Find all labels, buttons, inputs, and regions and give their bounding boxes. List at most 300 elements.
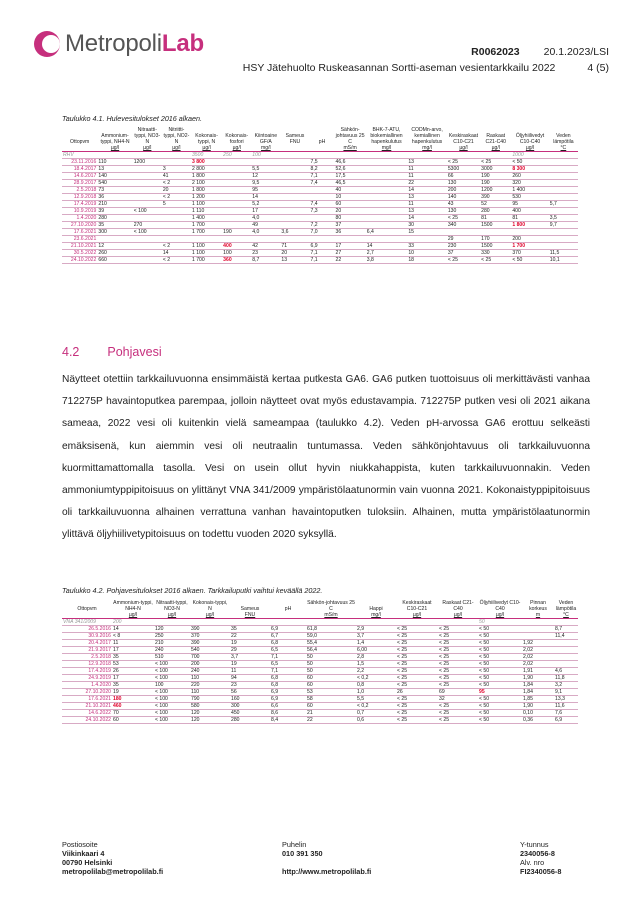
table-cell: 170 (480, 236, 511, 243)
table-cell (222, 187, 251, 194)
table-cell: 7,4 (310, 201, 335, 208)
project-title: HSY Jätehuolto Ruskeasannan Sortti-aseman vesientarkkailu 2022 (242, 62, 556, 74)
table-cell: 46,5 (335, 180, 366, 187)
table-cell: 6,00 (356, 647, 396, 654)
table-row (62, 668, 578, 675)
table-cell: 60 (306, 682, 356, 689)
table-cell: 230 (447, 243, 480, 250)
table-cell: 11,4 (554, 633, 578, 640)
table-cell: 1500 (480, 222, 511, 229)
table-cell: 60 (306, 675, 356, 682)
sample-date: 1.4.2020 (62, 215, 97, 222)
table-cell: 390 (480, 194, 511, 201)
table-cell: 7,5 (310, 159, 335, 166)
limit-cell (522, 619, 554, 626)
table-cell: 340 (447, 222, 480, 229)
column-unit: °C (549, 145, 578, 152)
table-cell: 8,7 (251, 257, 280, 264)
column-header: Nitraatti-typpi, NO3-N (134, 127, 161, 145)
table-cell: 8,2 (310, 166, 335, 173)
table-cell: 8,6 (270, 710, 306, 717)
sample-date: 14.6.2022 (62, 710, 112, 717)
column-unit: µg/l (478, 612, 522, 619)
table-cell: 3,2 (554, 682, 578, 689)
table-cell: 11,8 (554, 675, 578, 682)
table-cell (554, 640, 578, 647)
table-cell (280, 208, 309, 215)
column-unit: µg/l (133, 145, 162, 152)
table-cell: 320 (511, 180, 548, 187)
sample-date: 2.5.2018 (62, 654, 112, 661)
table-cell: 69 (438, 689, 478, 696)
table-cell: 56,4 (306, 647, 356, 654)
sample-date: 18.4.2017 (62, 166, 97, 173)
table-cell: 200 (511, 236, 548, 243)
table-cell: 55,4 (306, 640, 356, 647)
table-cell: 2,02 (522, 647, 554, 654)
table-cell: 56 (230, 689, 270, 696)
table-cell: 190 (222, 229, 251, 236)
table-cell: 4,6 (554, 668, 578, 675)
table-cell: < 100 (154, 696, 190, 703)
table-cell: 0,10 (522, 710, 554, 717)
table-row (62, 208, 578, 215)
table-cell: 2,2 (356, 668, 396, 675)
table-cell: 22 (230, 633, 270, 640)
table-cell: 1 100 (191, 201, 222, 208)
table-cell: 40 (335, 187, 366, 194)
table-cell: 29 (447, 236, 480, 243)
table-cell: < 100 (154, 675, 190, 682)
table-cell (222, 166, 251, 173)
table-cell: 6,9 (270, 626, 306, 633)
section-heading (62, 345, 162, 359)
column-unit: µg/l (438, 612, 478, 619)
column-unit: mg/l (366, 145, 408, 152)
table-cell: 390 (190, 640, 230, 647)
table-cell: 14 (112, 626, 154, 633)
table-row (62, 696, 578, 703)
table-cell: < 50 (511, 257, 548, 264)
table-cell: < 25 (447, 159, 480, 166)
column-header: Kokonais-typpi, N (195, 133, 218, 145)
table-cell (366, 173, 408, 180)
table-cell: 14 (251, 194, 280, 201)
table-cell: < 50 (478, 647, 522, 654)
table-cell: 36 (335, 229, 366, 236)
table-cell: 13 (407, 194, 447, 201)
table-cell: 22 (407, 180, 447, 187)
sample-date: 14.6.2017 (62, 173, 97, 180)
table-cell: 1 100 (191, 250, 222, 257)
table-cell: 49 (251, 222, 280, 229)
table-cell (222, 159, 251, 166)
table-cell: < 50 (478, 682, 522, 689)
column-header: Keskiraskaat C10-C21 (402, 600, 432, 612)
table-cell (251, 236, 280, 243)
sample-date: 21.10.2021 (62, 703, 112, 710)
table-cell (133, 187, 162, 194)
table-cell: < 25 (447, 215, 480, 222)
table-cell: < 25 (438, 633, 478, 640)
table-row (62, 229, 578, 236)
column-unit: µg/l (154, 612, 190, 619)
table-cell (133, 257, 162, 264)
table-cell (549, 180, 578, 187)
column-header: Veden lämpötila (553, 133, 574, 145)
table-cell: 250 (154, 633, 190, 640)
table-cell (366, 166, 408, 173)
table-cell: 160 (230, 696, 270, 703)
table-row (62, 640, 578, 647)
table-cell (251, 159, 280, 166)
column-header: Raskaat C21-C40 (442, 600, 474, 612)
sample-date: 17.6.2021 (62, 696, 112, 703)
table-cell (280, 215, 309, 222)
table-cell (549, 187, 578, 194)
table-cell (447, 229, 480, 236)
table-cell: 14 (407, 187, 447, 194)
limit-cell (154, 619, 190, 626)
table-cell: 7,0 (310, 229, 335, 236)
table-cell (366, 208, 408, 215)
column-unit: mg/l (356, 612, 396, 619)
sample-date: 24.10.2022 (62, 717, 112, 724)
table-cell: 15 (407, 229, 447, 236)
table-cell: 21 (306, 710, 356, 717)
table-cell: 200 (190, 661, 230, 668)
table-cell: 41 (162, 173, 191, 180)
column-unit: µg/l (480, 145, 511, 152)
sample-date: 30.5.2022 (62, 250, 97, 257)
table-cell: 1,90 (522, 703, 554, 710)
table-cell (280, 222, 309, 229)
limit-cell: 1000 (511, 152, 548, 159)
table-cell: 6,4 (366, 229, 408, 236)
table-caption-4-2: Taulukko 4.2. Pohjavesitulokset 2016 alkaen. Tarkkailuputki vaihtui keväällä 2022. (62, 586, 323, 595)
table-cell: 60 (112, 717, 154, 724)
table-cell: 5 (162, 201, 191, 208)
table-cell: 180 (112, 696, 154, 703)
limit-cell: 200 (112, 619, 154, 626)
limit-cell (356, 619, 396, 626)
table-cell: 12 (251, 173, 280, 180)
column-header: Happi (369, 606, 383, 612)
sample-date: 2.5.2018 (62, 187, 97, 194)
table-cell: 22 (306, 717, 356, 724)
column-unit: FNU (230, 612, 270, 619)
column-header: Ammonium-typpi, NH4-N (100, 133, 130, 145)
column-unit: m (522, 612, 554, 619)
table-cell: < 50 (478, 696, 522, 703)
table-cell: 5300 (447, 166, 480, 173)
table-cell: 7,4 (310, 180, 335, 187)
table-cell: < 25 (447, 257, 480, 264)
table-cell (162, 208, 191, 215)
table-cell: 1 400 (511, 187, 548, 194)
page-number: 4 (5) (587, 62, 609, 74)
table-cell: < 50 (478, 703, 522, 710)
limit-cell (310, 152, 335, 159)
table-cell (133, 194, 162, 201)
table-cell: 1,0 (356, 689, 396, 696)
table-row (62, 243, 578, 250)
table-cell: < 50 (478, 633, 522, 640)
column-header: Nitraatti-typpi, NO3-N (156, 600, 188, 612)
section-number: 4.2 (62, 345, 80, 359)
table-cell (549, 173, 578, 180)
table-cell (222, 236, 251, 243)
table-cell (366, 222, 408, 229)
column-unit: µg/l (447, 145, 480, 152)
table-cell: 400 (222, 243, 251, 250)
table-cell (549, 166, 578, 173)
table-cell: 370 (511, 250, 548, 257)
table-cell: 1 700 (191, 257, 222, 264)
table-cell (549, 194, 578, 201)
table-cell: < 25 (438, 640, 478, 647)
table-row (62, 654, 578, 661)
table-cell: < 25 (396, 654, 438, 661)
table-cell: < 2 (162, 180, 191, 187)
table-cell: 790 (190, 696, 230, 703)
table-cell: 120 (154, 626, 190, 633)
column-unit: µg/l (190, 612, 230, 619)
logo-wordmark: MetropoliLab (65, 30, 204, 57)
table-cell: 100 (154, 682, 190, 689)
limit-cell (230, 619, 270, 626)
sample-date: 28.9.2017 (62, 180, 97, 187)
table-cell (310, 215, 335, 222)
table-row (62, 222, 578, 229)
column-header: Raskaat C21-C40 (485, 133, 506, 145)
table-cell: 4,0 (251, 215, 280, 222)
table-cell: < 25 (396, 661, 438, 668)
table-cell (511, 229, 548, 236)
table-cell: 46,6 (335, 159, 366, 166)
limit-cell (438, 619, 478, 626)
limit-cell (270, 619, 306, 626)
column-header: CODMn-arvo, kemiallinen hapenkulutus (411, 127, 443, 145)
table-cell: 32 (438, 696, 478, 703)
sample-date: 21.10.2021 (62, 243, 97, 250)
table-row (62, 159, 578, 166)
table-cell: < 25 (438, 626, 478, 633)
table-cell: 7,1 (270, 668, 306, 675)
page-header (0, 0, 640, 80)
table-cell: 7,6 (554, 710, 578, 717)
sample-date: 24.10.2022 (62, 257, 97, 264)
table-cell: 52,6 (335, 166, 366, 173)
column-header: BHK-7-ATU, biokemiallinen hapenkulutus (370, 127, 403, 145)
column-header: Nitriitti-typpi, NO2-N (163, 127, 190, 145)
table-row (62, 661, 578, 668)
table-cell: 2 800 (191, 166, 222, 173)
table-cell: 390 (190, 626, 230, 633)
table-cell: 330 (480, 250, 511, 257)
table-cell: 14 (162, 250, 191, 257)
table-cell: 6,9 (270, 689, 306, 696)
table-cell: < 2 (162, 243, 191, 250)
table-cell: 60 (306, 703, 356, 710)
table-cell: 3,6 (280, 229, 309, 236)
table-cell (222, 173, 251, 180)
table-cell: 450 (230, 710, 270, 717)
table-cell: 26 (112, 668, 154, 675)
table-cell: < 25 (438, 682, 478, 689)
table-cell: 0,7 (356, 710, 396, 717)
column-unit: µg/l (162, 145, 191, 152)
table-cell: 1 100 (191, 243, 222, 250)
table-cell: < 25 (396, 668, 438, 675)
table-cell: 33 (407, 243, 447, 250)
table-cell: 1200 (133, 159, 162, 166)
metropolilab-logo (34, 30, 204, 58)
table-cell: 5,5 (251, 166, 280, 173)
table-cell: < 25 (438, 647, 478, 654)
website-link[interactable]: http://www.metropolilab.fi (282, 867, 372, 876)
table-cell: < 50 (478, 654, 522, 661)
table-cell: 81 (480, 215, 511, 222)
table-cell: 2,7 (366, 250, 408, 257)
table-cell: < 100 (154, 668, 190, 675)
table-cell: 59,0 (306, 633, 356, 640)
table-cell: < 25 (396, 675, 438, 682)
table-cell: < 25 (396, 633, 438, 640)
table-cell (97, 236, 132, 243)
column-header: Sameus FNU (285, 133, 305, 145)
table-cell (280, 201, 309, 208)
table-cell: 53 (112, 661, 154, 668)
table-cell: 6,9 (554, 717, 578, 724)
table-cell: 4,0 (251, 229, 280, 236)
table-cell: 95 (251, 187, 280, 194)
table-cell: 280 (480, 208, 511, 215)
table-cell: < 2 (162, 194, 191, 201)
column-unit: mS/m (335, 145, 366, 152)
table-cell (549, 159, 578, 166)
sample-date: 23.6.2021 (62, 236, 97, 243)
table-cell: 8 300 (511, 166, 548, 173)
limit-cell (133, 152, 162, 159)
table-cell: < 25 (396, 626, 438, 633)
table-cell: 1,91 (522, 668, 554, 675)
table-cell (554, 661, 578, 668)
table-cell: 540 (97, 180, 132, 187)
table-cell: 6,8 (270, 640, 306, 647)
table-cell: 5,7 (549, 201, 578, 208)
limit-cell: RHV (62, 152, 97, 159)
table-cell: 50 (306, 661, 356, 668)
table-cell: 540 (190, 647, 230, 654)
table-cell: 17 (335, 243, 366, 250)
table-cell: 6,9 (310, 243, 335, 250)
table-cell: 1,92 (522, 640, 554, 647)
table-cell: 17 (251, 208, 280, 215)
table-cell: 3,7 (356, 633, 396, 640)
table-cell: 400 (511, 208, 548, 215)
limit-cell: 250 (222, 152, 251, 159)
table-cell: 210 (97, 201, 132, 208)
table-cell: 530 (511, 194, 548, 201)
table-cell (222, 222, 251, 229)
table-cell: 52 (480, 201, 511, 208)
table-cell: 30 (407, 222, 447, 229)
table-cell (554, 654, 578, 661)
table-cell (366, 215, 408, 222)
table-cell: 95 (478, 689, 522, 696)
table-cell: 360 (222, 257, 251, 264)
table-cell: < 50 (478, 661, 522, 668)
table-cell: 22 (335, 257, 366, 264)
footer-contact: Puhelin 010 391 350 http://www.metropolilab.fi (282, 840, 372, 876)
table-cell: 19 (112, 689, 154, 696)
table-cell: 3,8 (366, 257, 408, 264)
column-unit: °C (554, 612, 578, 619)
table-cell: 9,1 (554, 689, 578, 696)
table-row (62, 626, 578, 633)
table-cell: < 100 (154, 661, 190, 668)
table-row (62, 166, 578, 173)
table-cell: 110 (190, 675, 230, 682)
table-cell: 7,2 (310, 222, 335, 229)
table-cell: 19 (230, 640, 270, 647)
table-cell: 460 (112, 703, 154, 710)
table-cell: 6,8 (270, 675, 306, 682)
table-cell: 37 (335, 222, 366, 229)
table-cell: < 25 (396, 710, 438, 717)
table-cell: 3,7 (230, 654, 270, 661)
table-cell: 5,2 (251, 201, 280, 208)
table-cell: < 50 (478, 717, 522, 724)
table-cell: 26 (396, 689, 438, 696)
column-header: Veden lämpötila (555, 600, 577, 612)
table-cell (366, 236, 408, 243)
limit-cell (447, 152, 480, 159)
table-cell: 36 (97, 194, 132, 201)
table-cell: 11 (407, 166, 447, 173)
table-cell: 50 (306, 668, 356, 675)
table-cell: 61,8 (306, 626, 356, 633)
table-cell: < 25 (480, 159, 511, 166)
table-cell: 20 (162, 187, 191, 194)
table-cell: 13 (407, 159, 447, 166)
column-header: Kokonais-fosfori (225, 133, 249, 145)
table-cell: 81 (511, 215, 548, 222)
table-cell: 260 (511, 173, 548, 180)
table-cell: 70 (112, 710, 154, 717)
table-cell: < 100 (154, 710, 190, 717)
table-cell: 1,4 (356, 640, 396, 647)
table-cell: 29 (230, 647, 270, 654)
table-cell: 10 (335, 194, 366, 201)
table-row (62, 682, 578, 689)
table-cell: < 8 (112, 633, 154, 640)
table-cell: 280 (230, 717, 270, 724)
table-cell: 19 (230, 661, 270, 668)
table-cell: 200 (447, 187, 480, 194)
table-cell: < 25 (438, 717, 478, 724)
table-cell: 27 (335, 250, 366, 257)
limit-cell (396, 619, 438, 626)
table-cell (133, 250, 162, 257)
table-cell: 1500 (480, 243, 511, 250)
table-cell: < 25 (480, 257, 511, 264)
table-cell: < 25 (396, 696, 438, 703)
table-cell (222, 180, 251, 187)
limit-cell (549, 152, 578, 159)
table-cell (310, 187, 335, 194)
